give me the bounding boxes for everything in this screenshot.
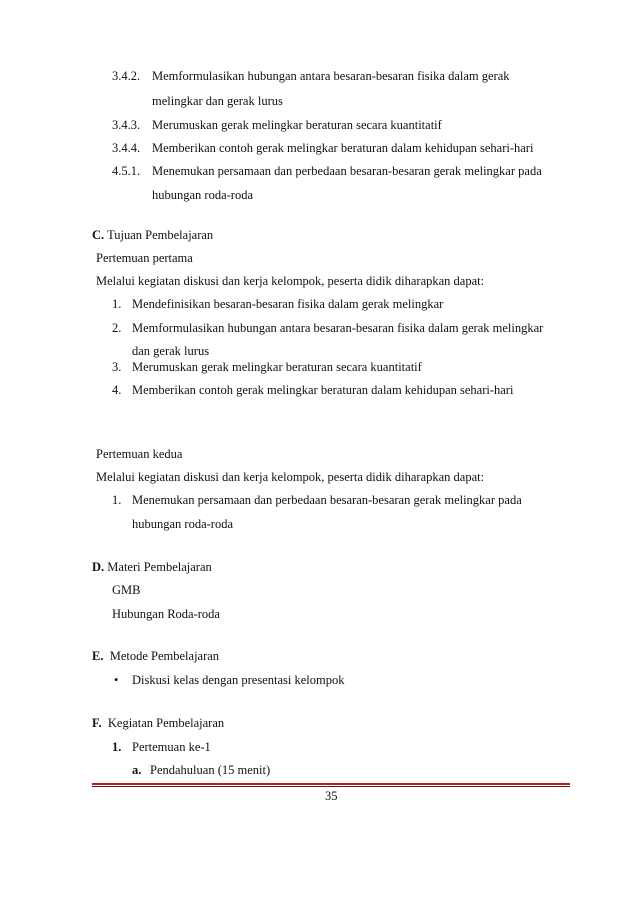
section-c-heading — [92, 227, 213, 243]
section-e-heading — [92, 648, 219, 664]
meeting-heading: Pertemuan kedua — [96, 447, 183, 461]
subsection-title: Pertemuan ke-1 — [132, 740, 211, 754]
page-number: 35 — [325, 789, 338, 803]
indicator-text: Merumuskan gerak melingkar beraturan secara kuantitatif — [152, 118, 442, 132]
section-f-heading — [92, 715, 224, 731]
section-letter: C. — [92, 228, 105, 242]
objective-text: Memformulasikan hubungan antara besaran-besaran fisika dalam gerak melingkar — [132, 321, 544, 335]
meeting-heading: Pertemuan pertama — [96, 251, 193, 265]
section-letter: F. — [92, 716, 102, 730]
objective-number: 2. — [112, 321, 122, 335]
section-title: Tujuan Pembelajaran — [107, 228, 214, 242]
method-item: Diskusi kelas dengan presentasi kelompok — [132, 673, 345, 687]
section-title: Materi Pembelajaran — [107, 560, 212, 574]
section-d-heading — [92, 559, 212, 575]
indicator-number: 3.4.3. — [112, 118, 141, 132]
indicator-text: hubungan roda-roda — [152, 188, 254, 202]
indicator-number: 3.4.4. — [112, 141, 141, 155]
indicator-text: Menemukan persamaan dan perbedaan besaran-besaran gerak melingkar pada — [152, 164, 542, 178]
subsubsection-title: Pendahuluan (15 menit) — [150, 763, 271, 777]
footer-rule-dark — [92, 786, 570, 787]
objective-text: dan gerak lurus — [132, 344, 210, 358]
section-title: Metode Pembelajaran — [109, 649, 220, 663]
section-title: Kegiatan Pembelajaran — [107, 716, 225, 730]
objective-number: 4. — [112, 383, 122, 397]
objective-number: 1. — [112, 297, 122, 311]
objective-text: hubungan roda-roda — [132, 517, 234, 531]
section-letter: E. — [92, 649, 104, 663]
bullet-icon: • — [114, 673, 119, 687]
subsubsection-number: a. — [132, 763, 142, 777]
objective-text: Merumuskan gerak melingkar beraturan secara kuantitatif — [132, 360, 422, 374]
objective-number: 1. — [112, 493, 122, 507]
indicator-text: Memberikan contoh gerak melingkar beraturan dalam kehidupan sehari-hari — [152, 141, 534, 155]
material-item: GMB — [112, 583, 141, 597]
indicator-text: Memformulasikan hubungan antara besaran-besaran fisika dalam gerak — [152, 69, 510, 83]
section-letter: D. — [92, 560, 105, 574]
meeting-intro: Melalui kegiatan diskusi dan kerja kelompok, peserta didik diharapkan dapat: — [96, 274, 485, 288]
indicator-number: 4.5.1. — [112, 164, 141, 178]
objective-text: Mendefinisikan besaran-besaran fisika dalam gerak melingkar — [132, 297, 444, 311]
meeting-intro: Melalui kegiatan diskusi dan kerja kelompok, peserta didik diharapkan dapat: — [96, 470, 485, 484]
footer-rule-red — [92, 783, 570, 785]
material-item: Hubungan Roda-roda — [112, 607, 220, 621]
indicator-text: melingkar dan gerak lurus — [152, 94, 283, 108]
objective-text: Memberikan contoh gerak melingkar beraturan dalam kehidupan sehari-hari — [132, 383, 514, 397]
objective-text: Menemukan persamaan dan perbedaan besaran-besaran gerak melingkar pada — [132, 493, 522, 507]
indicator-number: 3.4.2. — [112, 69, 141, 83]
objective-number: 3. — [112, 360, 122, 374]
subsection-number: 1. — [112, 740, 122, 754]
